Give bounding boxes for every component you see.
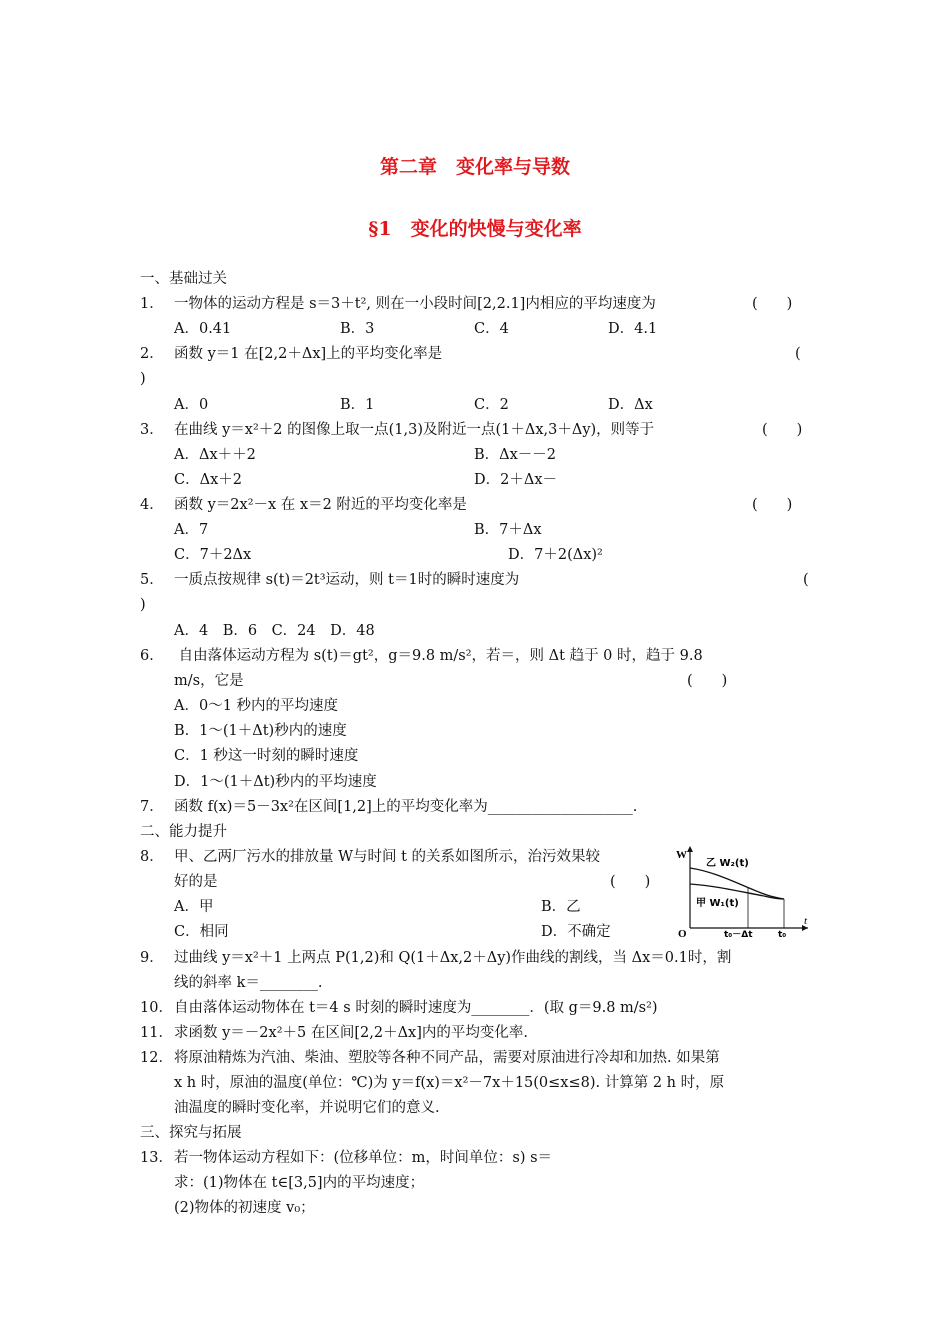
question-number: 12． bbox=[140, 1050, 173, 1066]
question-number: 9． bbox=[140, 950, 164, 966]
option-d: D．不确定 bbox=[541, 924, 611, 940]
x-axis-label: t bbox=[804, 915, 808, 927]
tick-label-2: t₀ bbox=[778, 930, 787, 938]
question-text: m/s，它是 bbox=[174, 673, 244, 689]
question-text: 若一物体运动方程如下：(位移单位：m，时间单位：s) s＝ bbox=[174, 1150, 553, 1166]
question-text: 函数 f(x)＝5－3x²在区间[1,2]上的平均变化率为____________________. bbox=[174, 799, 638, 815]
answer-blank: ) bbox=[140, 371, 146, 387]
answer-blank: ( ) bbox=[610, 874, 651, 890]
chapter-title: 第二章 变化率与导数 bbox=[379, 156, 570, 178]
option-c: C．2 bbox=[474, 397, 509, 413]
question-number: 10． bbox=[140, 1000, 173, 1016]
answer-blank: ( bbox=[803, 572, 809, 588]
option-c: C．7＋2Δx bbox=[174, 547, 252, 563]
question-text: 过曲线 y＝x²＋1 上两点 P(1,2)和 Q(1＋Δx,2＋Δy)作曲线的割线，当 Δx＝0.1时，割 bbox=[174, 950, 732, 966]
option-c: C．1 秒这一时刻的瞬时速度 bbox=[174, 748, 359, 764]
question-text: 求：(1)物体在 t∈[3,5]内的平均速度； bbox=[174, 1175, 425, 1191]
y-axis-arrow bbox=[687, 846, 693, 852]
option-a: A．Δx＋＋2 bbox=[174, 447, 256, 463]
option-c: C．4 bbox=[474, 321, 509, 337]
question-text: 线的斜率 k＝________. bbox=[174, 975, 323, 991]
answer-blank: ( ) bbox=[687, 673, 728, 689]
question-text: 油温度的瞬时变化率，并说明它们的意义. bbox=[174, 1100, 440, 1116]
option-b: B．3 bbox=[340, 321, 375, 337]
option-d: D．7＋2(Δx)² bbox=[508, 547, 603, 563]
question-text: 自由落体运动方程为 s(t)＝gt²，g＝9.8 m/s²，若＝，则 Δt 趋于 0 时，趋于 9.8 bbox=[174, 648, 703, 664]
answer-blank: ( bbox=[795, 346, 801, 362]
option-d: D．4.1 bbox=[608, 321, 658, 337]
section-heading: 一、基础过关 bbox=[140, 271, 227, 287]
question-text: 好的是 bbox=[174, 874, 218, 890]
question-text: 将原油精炼为汽油、柴油、塑胶等各种不同产品，需要对原油进行冷却和加热. 如果第 bbox=[174, 1050, 720, 1066]
option-b: B．乙 bbox=[541, 899, 581, 915]
option-c: C．Δx＋2 bbox=[174, 472, 242, 488]
option-b: B．Δx－－2 bbox=[474, 447, 557, 463]
curve-w1-label: 甲 W₁(t) bbox=[696, 898, 739, 909]
tick-label-1: t₀－Δt bbox=[724, 930, 753, 938]
pollution-graph bbox=[672, 842, 812, 938]
option-b: B．1 bbox=[340, 397, 375, 413]
question-text: x h 时，原油的温度(单位：℃)为 y＝f(x)＝x²－7x＋15(0≤x≤8). 计算第 2 h 时，原 bbox=[174, 1075, 725, 1091]
options: A．4 B．6 C．24 D．48 bbox=[174, 623, 375, 639]
question-text: 一物体的运动方程是 s＝3＋t², 则在一小段时间[2,2.1]内相应的平均速度为 bbox=[174, 296, 656, 312]
section-heading: 三、探究与拓展 bbox=[140, 1125, 242, 1141]
question-number: 5． bbox=[140, 572, 164, 588]
option-d: D．Δx bbox=[608, 397, 653, 413]
origin-label: O bbox=[678, 928, 687, 938]
question-number: 13． bbox=[140, 1150, 173, 1166]
question-text: 甲、乙两厂污水的排放量 W与时间 t 的关系如图所示，治污效果较 bbox=[174, 849, 601, 865]
curve-w1 bbox=[690, 884, 784, 899]
answer-blank: ( ) bbox=[752, 296, 793, 312]
option-d: D．2＋Δx－ bbox=[474, 472, 557, 488]
question-number: 1． bbox=[140, 296, 164, 312]
answer-blank: ( ) bbox=[752, 497, 793, 513]
question-number: 6． bbox=[140, 648, 164, 664]
question-number: 2． bbox=[140, 346, 164, 362]
option-a: A．7 bbox=[174, 522, 209, 538]
question-text: 函数 y＝1 在[2,2＋Δx]上的平均变化率是 bbox=[174, 346, 443, 362]
option-a: A．甲 bbox=[174, 899, 214, 915]
question-number: 3． bbox=[140, 422, 164, 438]
question-number: 4． bbox=[140, 497, 164, 513]
question-text: 函数 y＝2x²－x 在 x＝2 附近的平均变化率是 bbox=[174, 497, 467, 513]
option-a: A．0.41 bbox=[174, 321, 232, 337]
option-a: A．0～1 秒内的平均速度 bbox=[174, 698, 339, 714]
section-heading: 二、能力提升 bbox=[140, 824, 227, 840]
question-text: 在曲线 y＝x²＋2 的图像上取一点(1,3)及附近一点(1＋Δx,3＋Δy)，则等于 bbox=[174, 422, 655, 438]
option-b: B．7＋Δx bbox=[474, 522, 542, 538]
option-d: D．1～(1＋Δt)秒内的平均速度 bbox=[174, 774, 377, 790]
y-axis-label: W bbox=[676, 849, 687, 861]
answer-blank: ) bbox=[140, 597, 146, 613]
question-text: 一质点按规律 s(t)＝2t³运动，则 t＝1时的瞬时速度为 bbox=[174, 572, 520, 588]
question-text: 自由落体运动物体在 t＝4 s 时刻的瞬时速度为________．(取 g＝9.8 m/s²) bbox=[174, 1000, 658, 1016]
answer-blank: ( ) bbox=[762, 422, 803, 438]
question-number: 8． bbox=[140, 849, 164, 865]
curve-w2-label: 乙 W₂(t) bbox=[706, 858, 749, 869]
question-text: (2)物体的初速度 v₀； bbox=[174, 1200, 315, 1216]
question-number: 11． bbox=[140, 1025, 173, 1041]
option-b: B．1～(1＋Δt)秒内的速度 bbox=[174, 723, 347, 739]
question-number: 7． bbox=[140, 799, 164, 815]
section-title: §1 变化的快慢与变化率 bbox=[368, 218, 582, 240]
question-text: 求函数 y＝－2x²＋5 在区间[2,2＋Δx]内的平均变化率. bbox=[174, 1025, 528, 1041]
curve-w2 bbox=[690, 868, 784, 899]
option-a: A．0 bbox=[174, 397, 209, 413]
option-c: C．相同 bbox=[174, 924, 229, 940]
